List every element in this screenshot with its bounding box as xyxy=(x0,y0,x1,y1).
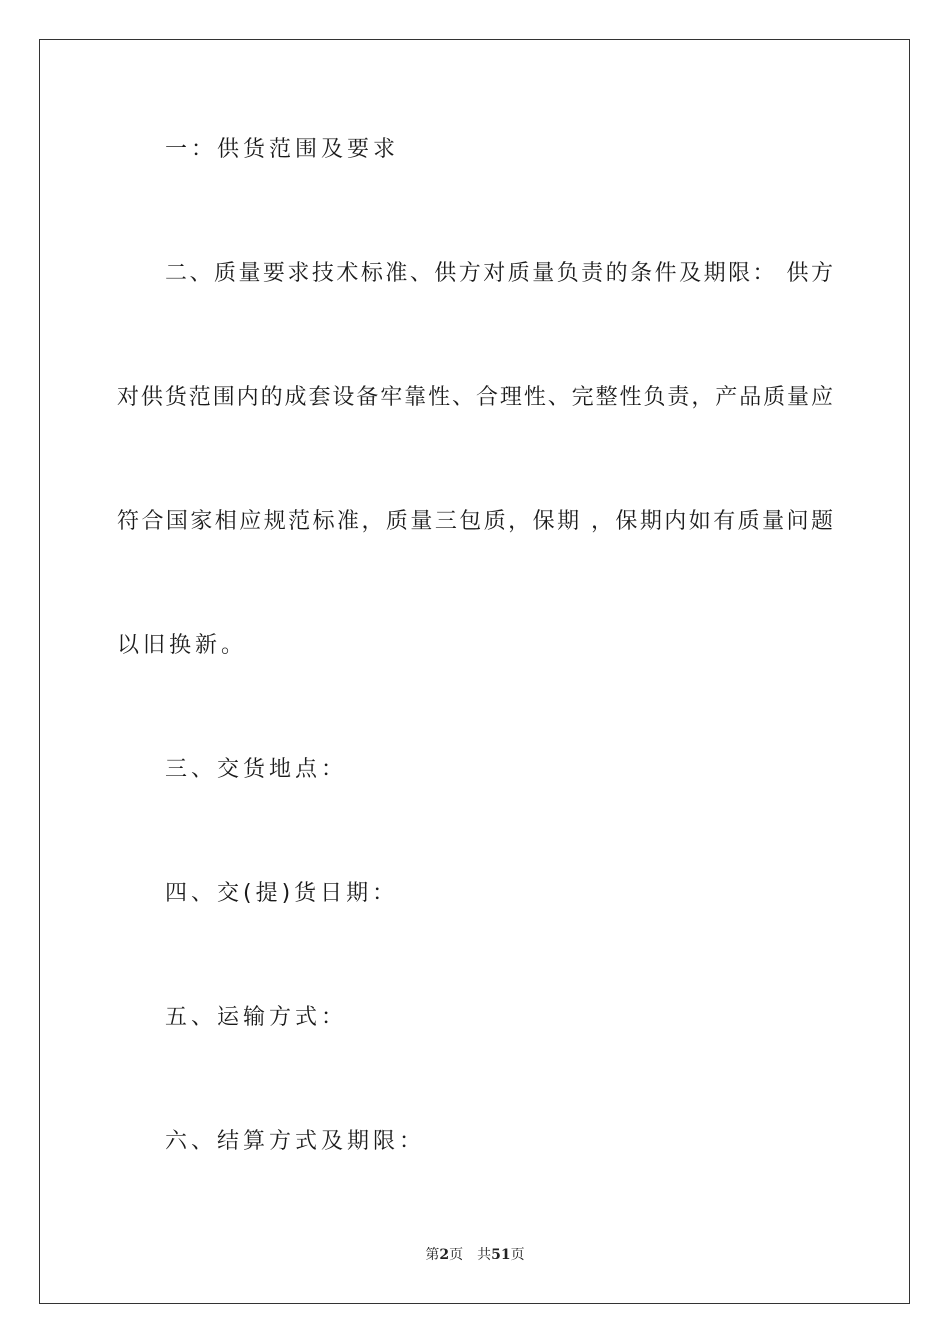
section-2-line-4: 以旧换新。 xyxy=(117,633,248,658)
section-6-heading: 六、结算方式及期限： xyxy=(165,1129,426,1154)
footer-total-prefix: 共 xyxy=(477,1247,492,1263)
section-2-line-3: 符合国家相应规范标准，质量三包质，保期 ，保期内如有质量问题 xyxy=(117,509,833,534)
footer-page-prefix: 第 xyxy=(425,1247,440,1263)
section-4-heading: 四、交(提)货日期： xyxy=(165,881,399,906)
footer-page-number: 2 xyxy=(439,1247,450,1263)
footer-page-suffix: 页 xyxy=(449,1247,464,1263)
page-footer xyxy=(0,1245,950,1265)
section-3-heading: 三、交货地点： xyxy=(165,757,348,782)
section-1-heading: 一：供货范围及要求 xyxy=(165,137,400,162)
page-frame xyxy=(39,39,910,1304)
section-5-heading: 五、运输方式： xyxy=(165,1005,348,1030)
section-2-line-2: 对供货范围内的成套设备牢靠性、合理性、完整性负责，产品质量应 xyxy=(117,385,833,410)
footer-total-pages: 51 xyxy=(491,1247,511,1263)
footer-total-suffix: 页 xyxy=(510,1247,525,1263)
section-2-line-1: 二、质量要求技术标准、供方对质量负责的条件及期限： 供方 xyxy=(165,261,833,286)
